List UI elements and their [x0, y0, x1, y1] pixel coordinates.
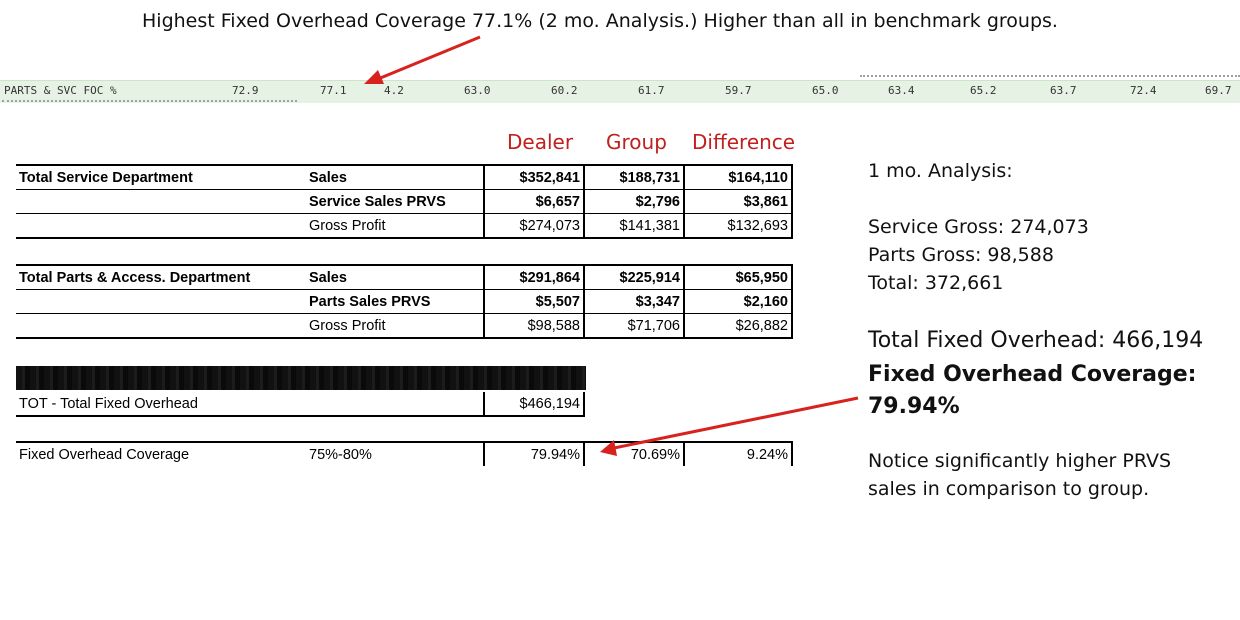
group-value: $225,914	[584, 265, 684, 290]
strip-value: 69.7	[1205, 84, 1232, 97]
strip-value: 60.2	[551, 84, 578, 97]
notes-notice-line1: Notice significantly higher PRVS	[868, 450, 1172, 472]
arrow-to-79-94	[614, 398, 858, 448]
difference-value: $164,110	[684, 165, 792, 190]
row-label: Sales	[306, 165, 484, 190]
group-value: $3,347	[584, 290, 684, 314]
dealer-value: $98,588	[484, 314, 584, 339]
dealer-value: $5,507	[484, 290, 584, 314]
row-label: Parts Sales PRVS	[306, 290, 484, 314]
difference-value: $65,950	[684, 265, 792, 290]
notes-notice-line2: sales in comparison to group.	[868, 478, 1150, 500]
notes-fixed-overhead: Total Fixed Overhead: 466,194	[868, 328, 1204, 353]
group-value: $2,796	[584, 190, 684, 214]
difference-value: $132,693	[684, 214, 792, 239]
notes-service-gross: Service Gross: 274,073	[868, 216, 1089, 238]
strip-value: 65.0	[812, 84, 839, 97]
overhead-label: TOT - Total Fixed Overhead	[16, 392, 306, 416]
row-label: Gross Profit	[306, 214, 484, 239]
notes-total: Total: 372,661	[868, 272, 1004, 294]
difference-value: $3,861	[684, 190, 792, 214]
group-value: $188,731	[584, 165, 684, 190]
dealer-value: $352,841	[484, 165, 584, 190]
notes-heading: 1 mo. Analysis:	[868, 160, 1013, 182]
notes-coverage-line2: 79.94%	[868, 394, 960, 419]
strip-value: 59.7	[725, 84, 752, 97]
strip-value: 65.2	[970, 84, 997, 97]
strip-value: 77.1	[320, 84, 347, 97]
overhead-dealer-value: $466,194	[484, 392, 584, 416]
strip-value: 61.7	[638, 84, 665, 97]
parts-title: Total Parts & Access. Department	[16, 265, 306, 290]
row-label: Gross Profit	[306, 314, 484, 339]
row-label: Service Sales PRVS	[306, 190, 484, 214]
col-header-difference: Difference	[692, 130, 796, 154]
notes-parts-gross: Parts Gross: 98,588	[868, 244, 1054, 266]
dealer-value: $6,657	[484, 190, 584, 214]
group-value: $71,706	[584, 314, 684, 339]
difference-value: $2,160	[684, 290, 792, 314]
strip-value: 63.7	[1050, 84, 1077, 97]
dealer-value: $274,073	[484, 214, 584, 239]
col-header-group: Group	[606, 130, 667, 154]
coverage-benchmark: 75%-80%	[306, 442, 484, 466]
arrow-to-77-1	[378, 37, 480, 79]
row-label: Sales	[306, 265, 484, 290]
difference-value: $26,882	[684, 314, 792, 339]
strip-value: 63.0	[464, 84, 491, 97]
service-title: Total Service Department	[16, 165, 306, 190]
strip-value: 72.9	[232, 84, 259, 97]
arrow-head-icon	[364, 70, 384, 84]
notes-coverage-line1: Fixed Overhead Coverage:	[868, 362, 1197, 387]
coverage-label: Fixed Overhead Coverage	[16, 442, 306, 466]
strip-value: 72.4	[1130, 84, 1157, 97]
coverage-dealer-value: 79.94%	[484, 442, 584, 466]
strip-label: PARTS & SVC FOC %	[4, 84, 117, 97]
arrow-head-icon	[600, 440, 617, 456]
group-value: $141,381	[584, 214, 684, 239]
col-header-dealer: Dealer	[507, 130, 574, 154]
coverage-difference-value: 9.24%	[684, 442, 792, 466]
headline: Highest Fixed Overhead Coverage 77.1% (2 mo. Analysis.) Higher than all in benchmark groups.	[142, 10, 1058, 32]
strip-value: 4.2	[384, 84, 404, 97]
dealer-value: $291,864	[484, 265, 584, 290]
coverage-group-value: 70.69%	[584, 442, 684, 466]
strip-value: 63.4	[888, 84, 915, 97]
